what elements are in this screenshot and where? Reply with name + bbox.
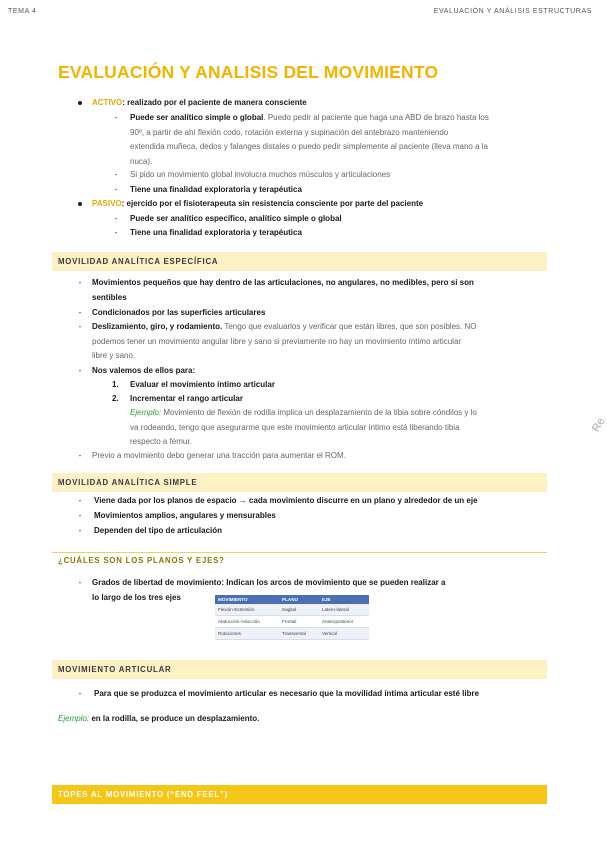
sec1-numbered-2-text: Incrementar el rango articular [130,394,243,403]
table-cell: Latero-lateral [319,604,369,616]
dash: - [114,228,118,237]
sec4-example [58,712,259,727]
activo-label: ACTIVO [92,98,123,107]
table-header-row [215,595,369,604]
dash: - [78,322,82,331]
sec1-numbered-1 [112,378,275,393]
table-row [215,604,369,616]
header-right: EVALUACIÓN Y ANÁLISIS ESTRUCTURAS [433,8,592,15]
num-label: 1. [112,380,119,389]
sec1-item-4-text: Nos valemos de ellos para: [92,366,196,375]
sec1-numbered-2 [112,392,243,407]
sec1-item-2 [76,306,265,321]
table-cell: Frontal [279,616,319,628]
example-label: Ejemplo: [58,714,90,723]
sec2-item-3-text: Dependen del tipo de articulación [94,526,223,535]
planes-table-grid [215,595,369,640]
section-heading-planos-ejes: ¿CUÁLES SON LOS PLANOS Y EJES? [58,556,225,565]
sec1-item-1-line-1: Movimientos pequeños que hay dentro de las articulaciones, no angulares, no medibles, pero si son [92,278,474,287]
activo-item-1-line-3: extendida muñeca, dedos y falanges distales o puedo pedir simplemente al paciente (lleva mano a la [130,142,488,151]
table-cell: Vertical [319,628,369,640]
example-label: Ejemplo: [130,408,162,417]
pasivo-item-1-text: Puede ser analítico específico, analítico simple o global [130,214,342,223]
table-cell: Flexión-Extensión [215,604,279,616]
dash: - [78,526,82,535]
bullet-dot [78,202,82,206]
section-heading-topes: TOPES AL MOVIMIENTO (“END FEEL”) [52,785,547,804]
sec1-last-text: Previo a movimiento debo generar una tracción para aumentar el ROM. [92,451,346,460]
sec1-example-line-3: respecto a fémur. [130,437,192,446]
sec4-item [76,687,479,702]
activo-text: : realizado por el paciente de manera consciente [122,98,307,107]
page-title: EVALUACIÓN Y ANALISIS DEL MOVIMIENTO [58,62,439,82]
sec1-item-1 [76,276,546,305]
sec2-item-2 [76,509,276,524]
sec4-item-text: Para que se produzca el movimiento articular es necesario que la movilidad íntima articular esté libre [94,689,480,698]
sec2-item-3 [76,524,222,539]
sec1-item-3-line-3: libre y sano. [92,351,136,360]
planes-table [215,595,369,640]
sec1-item-3-line-1: Tengo que evaluarlos y verificar que están libres, que son posibles. NO [222,322,477,331]
num-label: 2. [112,394,119,403]
activo-item-3-text: Tiene una finalidad exploratoria y terapéutica [130,185,302,194]
dash: - [78,511,82,520]
sec3-item-line-2: lo largo de los tres ejes [92,592,181,602]
dash: - [114,185,118,194]
sec1-item-1-line-2: sentibles [92,292,127,302]
section-heading-analitica-simple: MOVILIDAD ANALÍTICA SIMPLE [52,473,547,492]
pasivo-label: PASIVO [92,199,122,208]
table-cell: Anteroposterior [319,616,369,628]
section-heading-analitica-especifica: MOVILIDAD ANALÍTICA ESPECÍFICA [52,252,547,271]
dash: - [78,451,82,460]
activo-item-3 [112,183,302,198]
dash: - [78,366,82,375]
table-cell: Rotaciones [215,628,279,640]
sec1-item-2-text: Condicionados por las superficies articulares [92,308,266,317]
sec2-item-1-text: Viene dada por los planos de espacio → cada movimiento discurre en un plano y alrededor de un eje [94,496,478,505]
sec1-example [130,406,550,450]
watermark-text: Re [589,415,607,434]
dash: - [78,308,82,317]
sec2-item-1 [76,494,478,509]
dash: - [114,214,118,223]
dash: - [78,496,82,505]
table-header-cell: MOVIMIENTO [215,595,279,604]
dash: - [114,113,118,122]
activo-item-2-text: Si pido un movimiento global involucra muchos músculos y articulaciones [130,170,391,179]
table-cell: Sagital [279,604,319,616]
table-row [215,616,369,628]
sec1-item-3 [76,320,546,364]
activo-item-1 [112,111,552,169]
pasivo-item-2 [112,226,302,241]
activo-item-1-line-4: nuca). [130,156,153,166]
section-heading-movimiento-articular: MOVIMIENTO ARTICULAR [52,660,547,679]
table-row [215,628,369,640]
pasivo-item-2-text: Tiene una finalidad exploratoria y terapéutica [130,228,302,237]
dash: - [114,170,118,179]
activo-item-1-line-1: . Puedo pedir al paciente que haga una ABD de brazo hasta los [263,113,489,122]
activo-item-2 [112,168,390,183]
dash: - [78,578,82,587]
activo-item-1-line-2: 90º, a partir de ahí flexión codo, rotación externa y supinación del antebrazo manteniendo [130,127,449,137]
sec2-item-2-text: Movimientos amplios, angulares y mensurables [94,511,276,520]
table-header-cell: PLANO [279,595,319,604]
dash: - [78,278,82,287]
activo-item-1-bold: Puede ser analítico simple o global [130,113,264,122]
header-left: TEMA 4 [8,8,37,15]
table-header-cell: EJE [319,595,369,604]
sec4-example-text: en la rodilla, se produce un desplazamiento. [89,714,260,723]
sec1-numbered-1-text: Evaluar el movimiento íntimo articular [130,380,275,389]
sec1-item-3-bold: Deslizamiento, giro, y rodamiento. [92,322,223,331]
sec1-last-item [76,449,346,464]
table-cell: Transversal [279,628,319,640]
pasivo-text: : ejercido por el fisioterapeuta sin resistencia consciente por parte del paciente [121,199,424,208]
section-divider [52,552,547,553]
sec1-example-line-1: Movimiento de flexión de rodilla implica un desplazamiento de la tibia sobre cóndilos y lo [161,408,477,417]
sec1-example-line-2: va rodeando, tengo que asegurarme que este movimiento articular íntimo está liberando tibia [130,422,460,432]
bullet-dot [78,101,82,105]
sec3-item-line-1: Grados de libertad de movimiento: Indican los arcos de movimiento que se pueden realizar a [92,578,446,587]
sec1-item-3-line-2: podemos tener un movimiento angular libre y sano si previamente no hay un movimiento íntimo articular [92,336,462,346]
table-cell: Abducción-Aducción [215,616,279,628]
pasivo-item-1 [112,212,342,227]
sec1-item-4 [76,364,195,379]
activo-bullet [78,96,307,111]
pasivo-bullet [78,197,423,212]
dash: - [78,689,82,698]
